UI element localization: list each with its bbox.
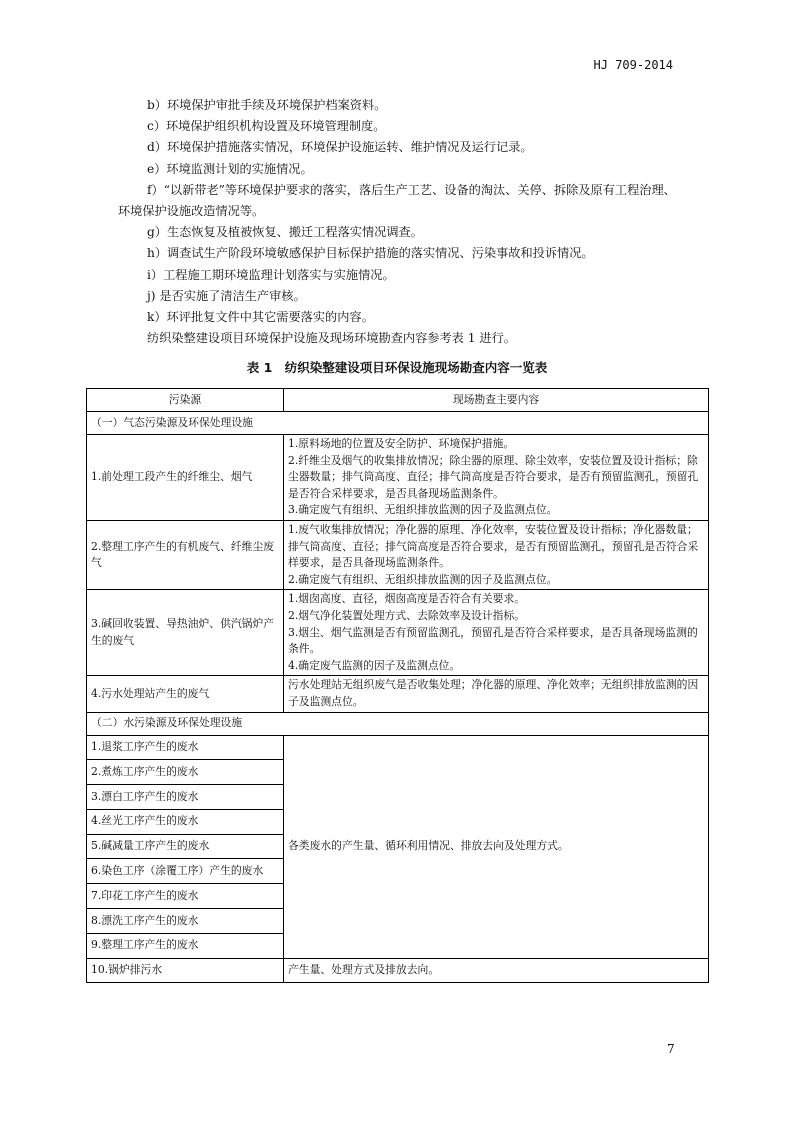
section-heading: （二）水污染源及环保处理设施 xyxy=(87,712,709,735)
content-line: 2.烟气净化装置处理方式、去除效率及设计指标。 xyxy=(288,608,526,622)
table-row xyxy=(87,735,709,760)
source-cell: 3.漂白工序产生的废水 xyxy=(87,785,284,810)
content-cell xyxy=(284,590,709,676)
paragraph: c）环境保护组织机构设置及环境管理制度。 xyxy=(147,119,386,134)
paragraph: d）环境保护措施落实情况，环境保护设施运转、维护情况及运行记录。 xyxy=(147,140,533,155)
content-cell: 各类废水的产生量、循环利用情况、排放去向及处理方式。 xyxy=(284,735,709,958)
paragraph: g）生态恢复及植被恢复、搬迁工程落实情况调查。 xyxy=(147,225,423,240)
paragraph: k）环评批复文件中其它需要落实的内容。 xyxy=(147,310,374,325)
table-row xyxy=(87,676,709,712)
column-header: 现场勘查主要内容 xyxy=(284,389,709,412)
page-number: 7 xyxy=(667,1042,675,1056)
content-line: 2.确定废气有组织、无组织排放监测的因子及监测点位。 xyxy=(288,572,558,586)
source-cell: 8.漂洗工序产生的废水 xyxy=(87,909,284,934)
content-line: 3.确定废气有组织、无组织排放监测的因子及监测点位。 xyxy=(288,503,558,517)
source-cell: 4.丝光工序产生的废水 xyxy=(87,809,284,834)
source-cell: 4.污水处理站产生的废气 xyxy=(87,676,284,712)
content-line: 3.烟尘、烟气监测是否有预留监测孔，预留孔是否符合采样要求，是否具备现场监测的条件。 xyxy=(288,625,698,656)
paragraph: e）环境监测计划的实施情况。 xyxy=(147,161,313,176)
content-cell xyxy=(284,435,709,521)
paragraph: h）调查试生产阶段环境敏感保护目标保护措施的落实情况、污染事故和投诉情况。 xyxy=(147,246,594,261)
content-line: 2.纤维尘及烟气的收集排放情况；除尘器的原理、除尘效率，安装位置及设计指标；除尘器数量；排气筒高度、直径；排气筒高度是否符合要求，是否有预留监测孔，预留孔是否符合采样要求，是否具备现场监测条件。 xyxy=(288,453,699,500)
document-code-header: HJ 709-2014 xyxy=(593,58,673,72)
table-row xyxy=(87,590,709,676)
source-cell: 9.整理工序产生的废水 xyxy=(87,933,284,958)
source-cell: 7.印花工序产生的废水 xyxy=(87,884,284,909)
content-cell: 污水处理站无组织废气是否收集处理；净化器的原理、净化效率；无组织排放监测的因子及监测点位。 xyxy=(284,676,709,712)
content-cell xyxy=(284,520,709,589)
table-row xyxy=(87,958,709,983)
source-cell: 5.碱减量工序产生的废水 xyxy=(87,834,284,859)
paragraph: b）环境保护审批手续及环境保护档案资料。 xyxy=(147,98,387,112)
content-line: 1.原料场地的位置及安全防护、环境保护措施。 xyxy=(288,437,515,450)
table-header-row xyxy=(87,389,709,412)
source-cell: 10.锅炉排污水 xyxy=(87,958,284,983)
inspection-table xyxy=(86,388,709,983)
source-cell: 6.染色工序（涂覆工序）产生的废水 xyxy=(87,859,284,884)
body-text xyxy=(118,95,678,349)
source-cell: 2.煮炼工序产生的废水 xyxy=(87,760,284,785)
source-cell: 1.退浆工序产生的废水 xyxy=(87,735,284,760)
section-heading: （一）气态污染源及环保处理设施 xyxy=(87,412,709,435)
content-line: 1.废气收集排放情况；净化器的原理、净化效率，安装位置及设计指标；净化器数量；排气筒高度、直径；排气筒高度是否符合要求，是否有预留监测孔，预留孔是否符合采样要求，是否具备现场监测条件。 xyxy=(288,522,699,570)
table-row xyxy=(87,520,709,589)
paragraph: f）“以新带老”等环境保护要求的落实，落后生产工艺、设备的淘汰、关停、拆除及原有工程治理、环境保护设施改造情况等。 xyxy=(118,182,676,219)
paragraph: i）工程施工期环境监理计划落实与实施情况。 xyxy=(147,267,395,282)
table-caption: 表 1 纺织染整建设项目环保设施现场勘查内容一览表 xyxy=(246,360,548,375)
content-line: 4.确定废气监测的因子及监测点位。 xyxy=(288,658,461,672)
table-row xyxy=(87,435,709,521)
source-cell: 2.整理工序产生的有机废气、纤维尘废气 xyxy=(87,520,284,589)
source-cell: 1.前处理工段产生的纤维尘、烟气 xyxy=(87,435,284,521)
column-header: 污染源 xyxy=(87,389,284,412)
paragraph: 纺织染整建设项目环境保护设施及现场环境勘查内容参考表 1 进行。 xyxy=(147,331,516,346)
paragraph: j) 是否实施了清洁生产审核。 xyxy=(147,288,306,303)
source-cell: 3.碱回收装置、导热油炉、供汽锅炉产生的废气 xyxy=(87,590,284,676)
content-cell: 产生量、处理方式及排放去向。 xyxy=(284,958,709,983)
content-line: 1.烟囱高度、直径，烟囱高度是否符合有关要求。 xyxy=(288,592,526,606)
